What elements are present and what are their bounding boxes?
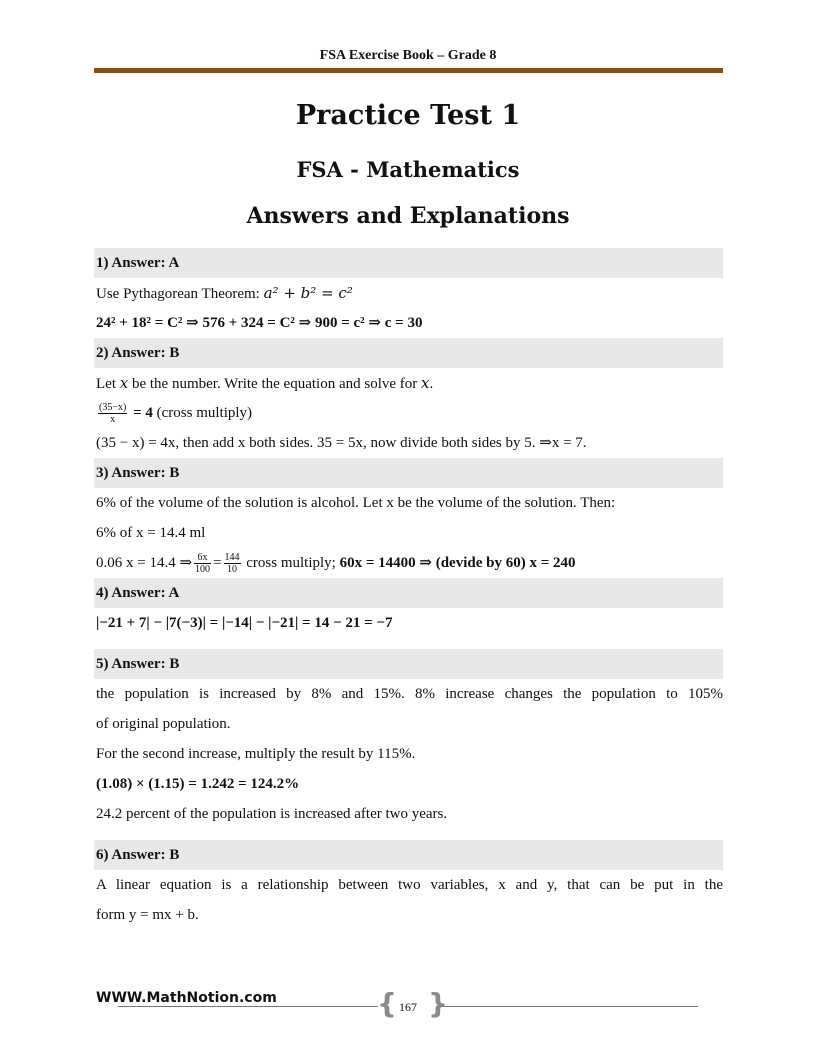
page-title: Practice Test 1 [295,100,521,131]
explanation-text: cross multiply; [242,555,340,571]
explanation-text: Let [96,376,120,392]
header-rule [94,68,723,73]
explanation-line: 6% of x = 14.4 ml [96,525,206,541]
answer-header-2: 2) Answer: B [94,338,723,368]
fraction-numerator: (35−x) [99,402,127,414]
fraction-denominator: 100 [195,564,211,576]
section-title: Answers and Explanations [246,203,570,229]
fraction [98,402,127,425]
fraction-line [94,548,723,578]
answer-header-3: 3) Answer: B [94,458,723,488]
page-number: 167 [399,1000,417,1014]
fraction-numerator: 6x [194,552,211,564]
explanation-line [94,278,723,308]
math-line: (1.08) × (1.15) = 1.242 = 124.2% [96,776,300,792]
fraction-numerator: 144 [224,552,240,564]
answers-content [94,248,723,930]
math-variable: x [421,374,430,392]
left-brace-icon: { [377,987,397,1020]
explanation-line: form y = mx + b. [96,907,199,923]
fraction-denominator: 10 [227,564,237,576]
explanation-line: the population is increased by 8% and 15%. 8% increase changes the population to 105% [96,686,723,702]
fraction-denominator: x [110,414,116,426]
running-header: FSA Exercise Book – Grade 8 [319,48,497,63]
fraction [194,552,211,575]
explanation-text: 0.06 x = 14.4 ⇒ [96,555,193,571]
math-line: |−21 + 7| − |7(−3)| = |−14| − |−21| = 14 − 21 = −7 [96,615,393,631]
footer-website: WWW.MathNotion.com [96,990,277,1006]
math-expression: 60x = 14400 ⇒ (devide by 60) x = 240 [339,555,576,571]
explanation-line: For the second increase, multiply the result by 115%. [96,746,416,762]
answer-header-5: 5) Answer: B [94,649,723,679]
explanation-line [94,368,723,398]
answer-header-4: 4) Answer: A [94,578,723,608]
explanation-line: (35 − x) = 4x, then add x both sides. 35 = 5x, now divide both sides by 5. ⇒x = 7. [96,435,587,451]
math-expression: = 4 [133,405,153,421]
answer-header-6: 6) Answer: B [94,840,723,870]
explanation-text: Use Pythagorean Theorem: [96,286,264,302]
explanation-line: of original population. [96,716,231,732]
answer-header-1: 1) Answer: A [94,248,723,278]
explanation-line: 24.2 percent of the population is increased after two years. [96,806,448,822]
math-expression: a² + b² = c² [263,284,353,302]
explanation-text: be the number. Write the equation and solve for [128,376,422,392]
fraction [224,552,241,575]
fraction-line [94,398,723,428]
explanation-text: (cross multiply) [152,405,253,421]
subtitle: FSA - Mathematics [296,157,520,182]
explanation-line: A linear equation is a relationship between two variables, x and y, that can be put in the [96,877,723,893]
explanation-text: . [429,376,434,392]
math-equals: = [213,555,222,571]
explanation-line: 6% of the volume of the solution is alcohol. Let x be the volume of the solution. Then: [96,495,616,511]
math-variable: x [119,374,129,392]
math-line: 24² + 18² = C² ⇒ 576 + 324 = C² ⇒ 900 = c² ⇒ c = 30 [96,315,423,331]
right-brace-icon: } [428,987,448,1020]
